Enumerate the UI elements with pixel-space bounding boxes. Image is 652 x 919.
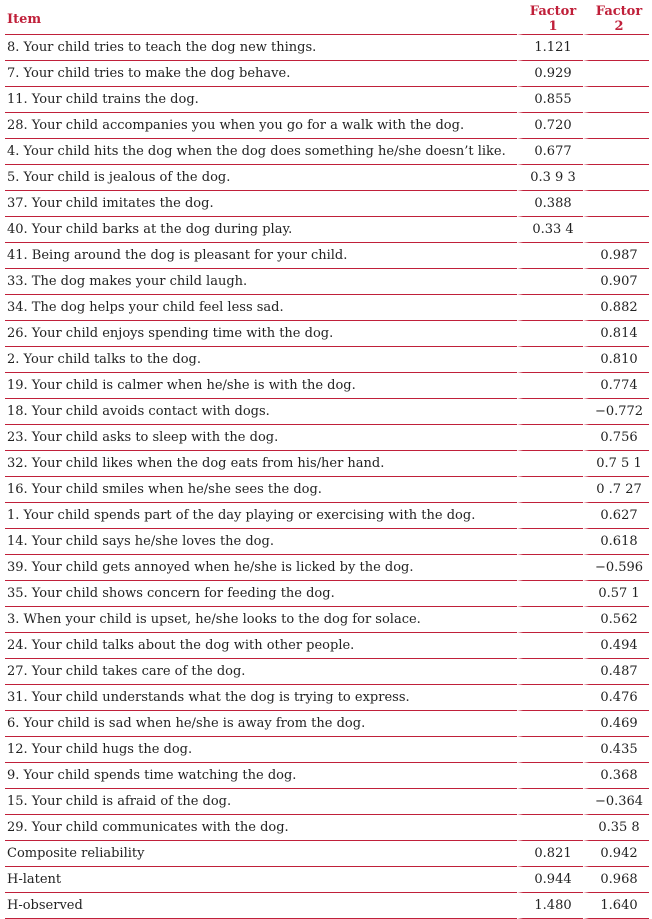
factor1-cell	[517, 659, 583, 685]
table-row	[5, 217, 649, 243]
factor1-cell: 0.720	[517, 113, 583, 139]
item-cell: 4. Your child hits the dog when the dog does something he/she doesn’t like.	[5, 139, 517, 165]
table-row	[5, 737, 649, 763]
factor1-cell: 0.33 4	[517, 217, 583, 243]
factor2-cell	[583, 113, 649, 139]
factor1-cell	[517, 607, 583, 633]
table-row	[5, 87, 649, 113]
factor1-cell: 0.388	[517, 191, 583, 217]
factor1-cell	[517, 373, 583, 399]
factor2-cell	[583, 35, 649, 61]
table-header-row	[5, 4, 649, 35]
table-row	[5, 399, 649, 425]
table-row	[5, 113, 649, 139]
factor2-cell	[583, 217, 649, 243]
factor2-cell: −0.596	[583, 555, 649, 581]
item-cell: 24. Your child talks about the dog with other people.	[5, 633, 517, 659]
table-row	[5, 321, 649, 347]
item-cell: 8. Your child tries to teach the dog new things.	[5, 35, 517, 61]
factor2-cell	[583, 191, 649, 217]
factor2-cell: 0.968	[583, 867, 649, 893]
item-cell: 33. The dog makes your child laugh.	[5, 269, 517, 295]
factor2-cell: 0.469	[583, 711, 649, 737]
table-row	[5, 893, 649, 919]
factor2-cell: 0.35 8	[583, 815, 649, 841]
factor1-cell	[517, 295, 583, 321]
item-cell: 5. Your child is jealous of the dog.	[5, 165, 517, 191]
item-cell: H-observed	[5, 893, 517, 919]
factor2-cell	[583, 87, 649, 113]
table-row	[5, 607, 649, 633]
item-cell: 18. Your child avoids contact with dogs.	[5, 399, 517, 425]
item-cell: 15. Your child is afraid of the dog.	[5, 789, 517, 815]
factor1-cell: 0.929	[517, 61, 583, 87]
factor2-cell: 0.368	[583, 763, 649, 789]
column-header-factor2: Factor 2	[583, 4, 649, 35]
item-cell: 41. Being around the dog is pleasant for your child.	[5, 243, 517, 269]
factor1-cell: 0.677	[517, 139, 583, 165]
table-row	[5, 763, 649, 789]
factor1-cell: 0.3 9 3	[517, 165, 583, 191]
factor1-cell	[517, 321, 583, 347]
factor2-cell: 0.487	[583, 659, 649, 685]
factor2-cell	[583, 61, 649, 87]
table-row	[5, 815, 649, 841]
table-row	[5, 243, 649, 269]
table-row	[5, 425, 649, 451]
table-row	[5, 711, 649, 737]
factor2-cell: 0.756	[583, 425, 649, 451]
table-row	[5, 347, 649, 373]
item-cell: 28. Your child accompanies you when you go for a walk with the dog.	[5, 113, 517, 139]
item-cell: Composite reliability	[5, 841, 517, 867]
factor2-cell: 0.7 5 1	[583, 451, 649, 477]
item-cell: 26. Your child enjoys spending time with the dog.	[5, 321, 517, 347]
table-row	[5, 659, 649, 685]
factor2-cell: 0.814	[583, 321, 649, 347]
table-row	[5, 165, 649, 191]
factor2-cell	[583, 139, 649, 165]
factor2-cell: 0.435	[583, 737, 649, 763]
factor1-cell	[517, 711, 583, 737]
factor2-cell: 0.494	[583, 633, 649, 659]
factor2-cell: 0.562	[583, 607, 649, 633]
table-row	[5, 581, 649, 607]
factor2-cell: 1.640	[583, 893, 649, 919]
item-cell: 23. Your child asks to sleep with the dog.	[5, 425, 517, 451]
item-cell: 6. Your child is sad when he/she is away from the dog.	[5, 711, 517, 737]
item-cell: 14. Your child says he/she loves the dog.	[5, 529, 517, 555]
factor1-cell	[517, 399, 583, 425]
factor1-cell	[517, 243, 583, 269]
table-row	[5, 139, 649, 165]
factor2-cell: 0.57 1	[583, 581, 649, 607]
factor2-cell: 0.907	[583, 269, 649, 295]
table-row	[5, 451, 649, 477]
factor1-cell	[517, 815, 583, 841]
factor2-cell: 0.618	[583, 529, 649, 555]
factor1-cell: 1.480	[517, 893, 583, 919]
factor1-cell	[517, 763, 583, 789]
factor1-cell	[517, 685, 583, 711]
table-row	[5, 295, 649, 321]
table-body	[5, 35, 649, 919]
item-cell: 3. When your child is upset, he/she looks to the dog for solace.	[5, 607, 517, 633]
table-row	[5, 373, 649, 399]
factor2-cell: 0.627	[583, 503, 649, 529]
factor1-cell	[517, 555, 583, 581]
factor2-cell: 0.810	[583, 347, 649, 373]
factor1-cell: 1.121	[517, 35, 583, 61]
item-cell: 37. Your child imitates the dog.	[5, 191, 517, 217]
item-cell: 1. Your child spends part of the day playing or exercising with the dog.	[5, 503, 517, 529]
table-row	[5, 555, 649, 581]
factor1-cell	[517, 529, 583, 555]
factor2-cell: 0.882	[583, 295, 649, 321]
factor1-cell	[517, 425, 583, 451]
factor1-cell	[517, 581, 583, 607]
factor1-cell: 0.944	[517, 867, 583, 893]
item-cell: 9. Your child spends time watching the dog.	[5, 763, 517, 789]
factor2-cell: 0.476	[583, 685, 649, 711]
item-cell: 12. Your child hugs the dog.	[5, 737, 517, 763]
table-row	[5, 867, 649, 893]
factor2-cell: 0.987	[583, 243, 649, 269]
factor1-cell	[517, 633, 583, 659]
factor1-cell: 0.821	[517, 841, 583, 867]
factor1-cell	[517, 789, 583, 815]
item-cell: 31. Your child understands what the dog is trying to express.	[5, 685, 517, 711]
factor1-cell	[517, 451, 583, 477]
factor1-cell: 0.855	[517, 87, 583, 113]
factor1-cell	[517, 737, 583, 763]
item-cell: 19. Your child is calmer when he/she is with the dog.	[5, 373, 517, 399]
factor1-cell	[517, 269, 583, 295]
table-row	[5, 841, 649, 867]
item-cell: 27. Your child takes care of the dog.	[5, 659, 517, 685]
item-cell: 35. Your child shows concern for feeding the dog.	[5, 581, 517, 607]
factor2-cell: 0.774	[583, 373, 649, 399]
factor1-cell	[517, 347, 583, 373]
factor2-cell: −0.364	[583, 789, 649, 815]
item-cell: 29. Your child communicates with the dog.	[5, 815, 517, 841]
table-row	[5, 633, 649, 659]
item-cell: 16. Your child smiles when he/she sees the dog.	[5, 477, 517, 503]
item-cell: 32. Your child likes when the dog eats from his/her hand.	[5, 451, 517, 477]
item-cell: 11. Your child trains the dog.	[5, 87, 517, 113]
factor2-cell: −0.772	[583, 399, 649, 425]
table-row	[5, 685, 649, 711]
table-row	[5, 269, 649, 295]
table-row	[5, 529, 649, 555]
item-cell: 7. Your child tries to make the dog behave.	[5, 61, 517, 87]
table-row	[5, 503, 649, 529]
item-cell: H-latent	[5, 867, 517, 893]
factor2-cell: 0 .7 27	[583, 477, 649, 503]
column-header-factor1: Factor 1	[517, 4, 583, 35]
factor-loadings-table	[5, 4, 649, 919]
item-cell: 34. The dog helps your child feel less sad.	[5, 295, 517, 321]
factor1-cell	[517, 503, 583, 529]
table-row	[5, 35, 649, 61]
table-row	[5, 191, 649, 217]
table-row	[5, 789, 649, 815]
factor2-cell	[583, 165, 649, 191]
item-cell: 2. Your child talks to the dog.	[5, 347, 517, 373]
factor2-cell: 0.942	[583, 841, 649, 867]
column-header-item: Item	[5, 4, 517, 35]
table-row	[5, 61, 649, 87]
item-cell: 40. Your child barks at the dog during play.	[5, 217, 517, 243]
item-cell: 39. Your child gets annoyed when he/she is licked by the dog.	[5, 555, 517, 581]
table-row	[5, 477, 649, 503]
factor1-cell	[517, 477, 583, 503]
